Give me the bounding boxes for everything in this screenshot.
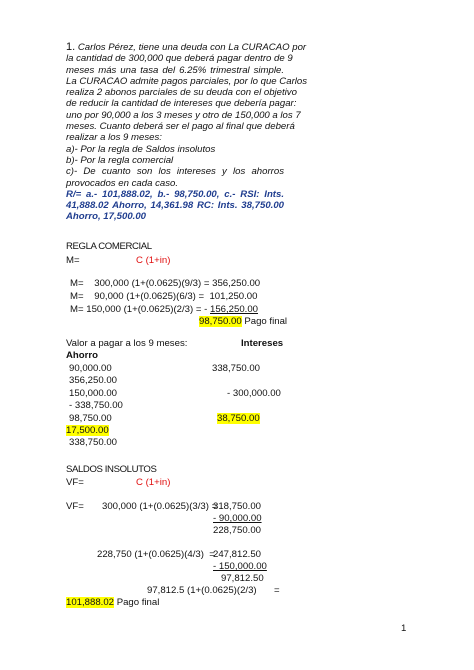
valor-left-value: 356,250.00	[69, 375, 118, 386]
valor-left-value: - 338,750.00	[69, 400, 123, 411]
insolutos-row2-formula: 228,750 (1+(0.0625)(4/3) =	[97, 549, 215, 560]
vf-label: VF=	[66, 477, 84, 488]
valor-left-value: 98,750.00	[69, 413, 112, 424]
insolutos-row1-result: 228,750.00	[213, 525, 262, 536]
problem-line: de reducir la cantidad de intereses que debería pagar:	[66, 98, 297, 110]
problem-number: 1.	[66, 41, 76, 53]
problem-line: realizar a los 9 meses:	[66, 132, 162, 144]
problem-line: uno por 90,000 a los 3 meses y otro de 150,000 a los 7	[66, 109, 301, 121]
problem-line: b)- Por la regla comercial	[66, 154, 174, 166]
section-title-insolutos: SALDOS INSOLUTOS	[66, 464, 157, 475]
valor-left-value: 150,000.00	[69, 388, 118, 399]
ahorro-result: 17,500.00	[66, 425, 109, 436]
m-label: M=	[66, 255, 80, 266]
valor-label: Valor a pagar a los 9 meses:	[66, 338, 188, 349]
problem-statement	[66, 41, 308, 223]
problem-line: realiza 2 abonos parciales de su deuda con el objetivo	[66, 87, 297, 99]
insolutos-row1-sub: - 90,000.00	[213, 513, 262, 524]
vf-label-2: VF=	[66, 501, 84, 512]
insolutos-result-row: 101,888.02 Pago final	[66, 597, 160, 608]
problem-line: meses más una tasa del 6.25% trimestral simple.	[66, 64, 284, 76]
valor-left-value: 90,000.00	[69, 363, 112, 374]
insolutos-row2-sub: - 150,000.00	[213, 561, 267, 572]
insolutos-row1-formula: 300,000 (1+(0.0625)(3/3) =	[102, 501, 218, 512]
page-number: 1	[401, 623, 407, 634]
problem-line: 1. Carlos Pérez, tiene una deuda con La CURACAO por	[66, 41, 307, 53]
comercial-subtotal: 156,250.00	[210, 304, 259, 315]
comercial-line-2: M= 90,000 (1+(0.0625)(6/3) = 101,250.00	[70, 291, 258, 302]
ahorro-header: Ahorro	[66, 350, 98, 361]
intereses-result: 38,750.00	[217, 413, 260, 424]
insolutos-result: 101,888.02	[66, 597, 115, 608]
valor-right-value: 338,750.00	[212, 363, 261, 374]
insolutos-row2-value: 247,812.50	[213, 549, 262, 560]
comercial-line-3: M= 150,000 (1+(0.0625)(2/3) = - 156,250.00	[70, 304, 259, 315]
comercial-line-1: M= 300,000 (1+(0.0625)(9/3) = 356,250.00	[70, 278, 261, 289]
comercial-result: 98,750.00	[199, 316, 242, 327]
insolutos-formula: C (1+in)	[136, 477, 171, 488]
problem-line: meses. Cuanto deberá ser el pago al final que deberá	[66, 121, 295, 133]
answer-line: R/= a.- 101,888.02, b.- 98,750.00, c.- RSI: Ints.	[66, 188, 284, 200]
comercial-result-row: 98,750.00 Pago final	[199, 316, 288, 327]
problem-line: la cantidad de 300,000 que deberá pagar dentro de 9	[66, 53, 293, 65]
insolutos-row3-equals: =	[274, 585, 280, 596]
insolutos-row2-result: 97,812.50	[221, 573, 264, 584]
ahorro-base: 338,750.00	[69, 437, 118, 448]
problem-line: provocados en cada caso.	[66, 177, 179, 189]
answer-line: Ahorro, 17,500.00	[66, 211, 146, 223]
problem-line: a)- Por la regla de Saldos insolutos	[66, 143, 216, 155]
answer-line: 41,888.02 Ahorro, 14,361.98 RC: Ints. 38,750.00	[66, 200, 284, 212]
problem-line: La CURACAO admite pagos parciales, por lo que Carlos	[66, 75, 308, 87]
comercial-formula: C (1+in)	[136, 255, 171, 266]
insolutos-row1-value: 318,750.00	[213, 501, 262, 512]
intereses-header: Intereses	[241, 338, 284, 349]
insolutos-row3-formula: 97,812.5 (1+(0.0625)(2/3)	[147, 585, 257, 596]
section-title-comercial: REGLA COMERCIAL	[66, 241, 152, 252]
problem-line: c)- De cuanto son los intereses y los ahorros	[66, 166, 284, 178]
valor-right-value: - 300,000.00	[227, 388, 281, 399]
